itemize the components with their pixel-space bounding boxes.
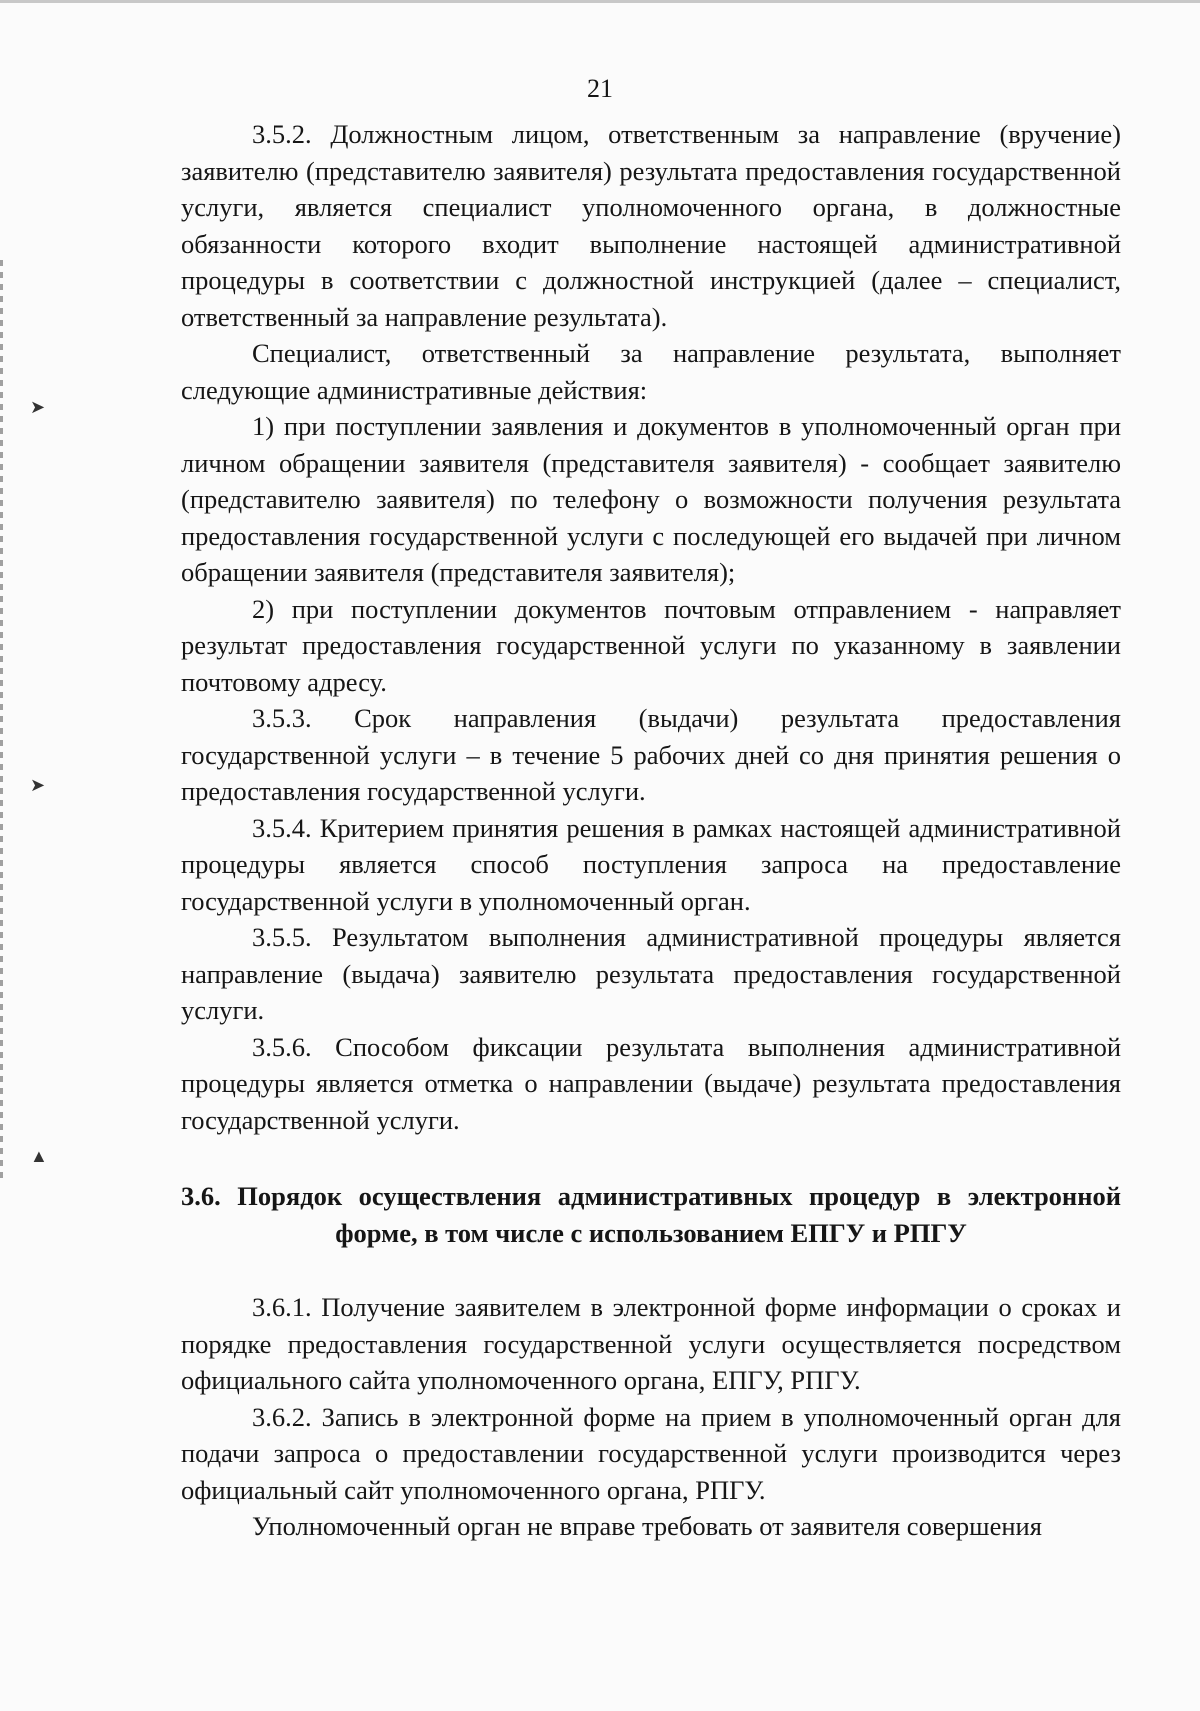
- paragraph-3-5-5: 3.5.5. Результатом выполнения административной процедуры является направление (выдача) заявителю результата предоставления государственной услуги.: [181, 922, 1121, 1025]
- section-heading-line-1: 3.6. Порядок осуществления административных процедур в электронной: [181, 1181, 1121, 1211]
- margin-arrow-mark: ➤: [30, 397, 46, 417]
- margin-arrow-mark: ➤: [30, 775, 46, 795]
- paragraph-3-6-2: 3.6.2. Запись в электронной форме на прием в уполномоченный орган для подачи запроса о предоставлении государственной услуги производится через официальный сайт уполномоченного органа, РПГУ.: [181, 1401, 1121, 1505]
- paragraph-3-6-1: 3.6.1. Получение заявителем в электронной форме информации о сроках и порядке предоставления государственной услуги осуществляется посредством официального сайта уполномоченного органа, ЕПГУ, РПГУ.: [181, 1292, 1121, 1395]
- paragraph-3-5-6: 3.5.6. Способом фиксации результата выполнения административной процедуры является отметка о направлении (выдаче) результата предоставления государственной услуги.: [181, 1031, 1121, 1135]
- document-body: [181, 116, 1121, 1545]
- paragraph-3-5-2: 3.5.2. Должностным лицом, ответственным за направление (вручение) заявителю (представителю заявителя) результата предоставления государственной услуги, является специалист уполномоченного органа, в должностные обязанности которого входит выполнение настоящей административной процедуры в соответствии с должностной инструкцией (далее – специалист, ответственный за направление результата).: [181, 119, 1121, 332]
- section-heading-line-2: форме, в том числе с использованием ЕПГУ и РПГУ: [335, 1217, 967, 1248]
- paragraph-3-5-4: 3.5.4. Критерием принятия решения в рамках настоящей административной процедуры является способ поступления запроса на предоставление государственной услуги в уполномоченный орган.: [181, 812, 1121, 916]
- paragraph-authority-restriction: Уполномоченный орган не вправе требовать от заявителя совершения: [252, 1511, 1042, 1541]
- paragraph-specialist-actions: Специалист, ответственный за направление результата, выполняет следующие административные действия:: [181, 338, 1121, 405]
- scan-top-edge: [0, 0, 1200, 3]
- margin-arrow-mark: ▲: [30, 1146, 48, 1166]
- scan-binding-marks: [0, 260, 3, 1180]
- section-heading: [181, 1178, 1121, 1251]
- paragraph-item-2: 2) при поступлении документов почтовым отправлением - направляет результат предоставления государственной услуги по указанному в заявлении почтовому адресу.: [181, 593, 1121, 697]
- paragraph-3-5-3: 3.5.3. Срок направления (выдачи) результата предоставления государственной услуги – в течение 5 рабочих дней со дня принятия решения о предоставления государственной услуги.: [181, 703, 1121, 806]
- page-number: 21: [587, 74, 613, 103]
- paragraph-item-1: 1) при поступлении заявления и документов в уполномоченный орган при личном обращении заявителя (представителя заявителя) - сообщает заявителю (представителю заявителя) по телефону о возможности получения результата предоставления государственной услуги с последующей его выдачей при личном обращении заявителя (представителя заявителя);: [181, 411, 1121, 587]
